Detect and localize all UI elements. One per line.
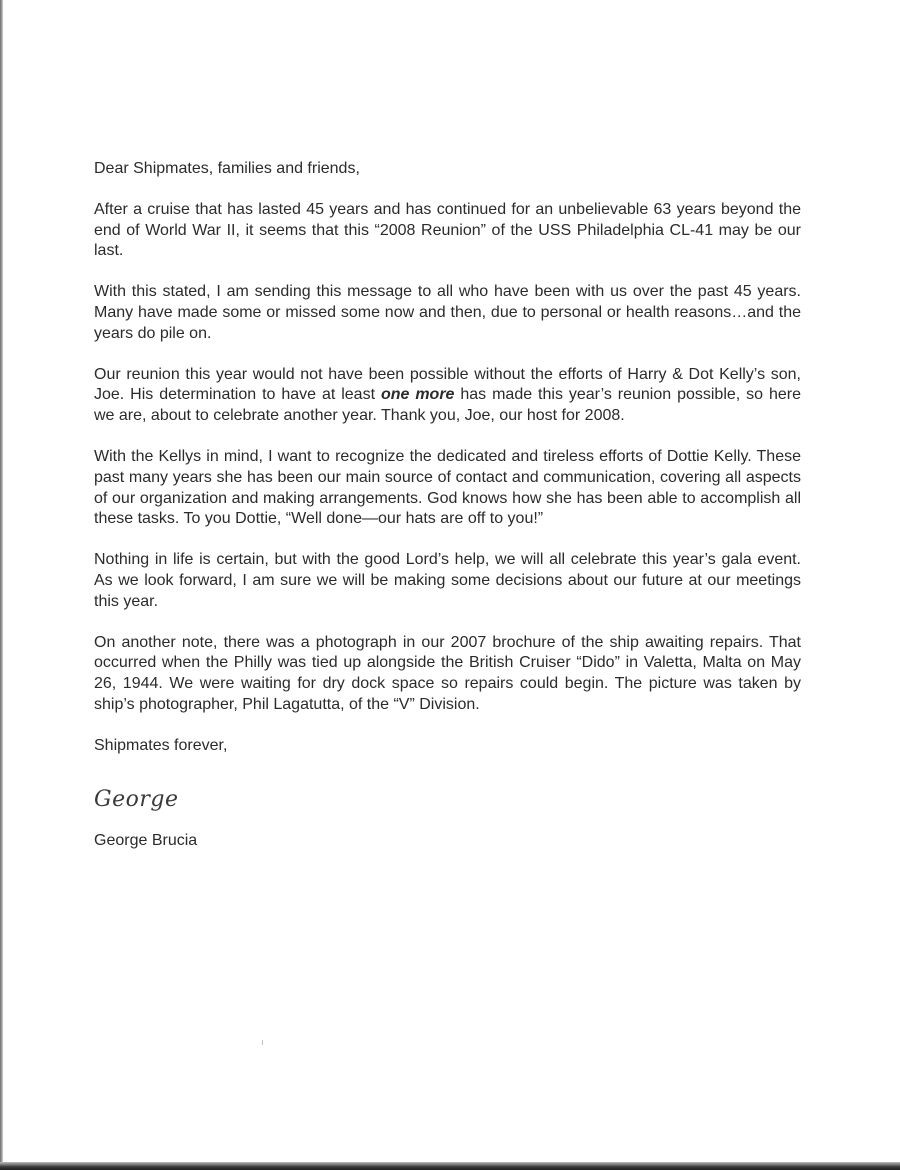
paragraph-thanks-joe-text-2: has made this year’s reunion possible, so here we are, about to celebrate another year. Thank you, Joe, our host for 2008. <box>94 386 801 425</box>
handwritten-signature: George <box>94 786 179 812</box>
paragraph-thanks-joe <box>94 365 801 427</box>
scan-edge-bottom <box>0 1162 900 1170</box>
paragraph-thanks-joe-text-1: Our reunion this year would not have been possible without the efforts of Harry & Dot Kelly’s son, Joe. His determination to have at least <box>94 365 801 404</box>
closing: Shipmates forever, <box>94 736 228 754</box>
scan-edge-left <box>0 0 3 1170</box>
salutation: Dear Shipmates, families and friends, <box>94 160 360 177</box>
letter-body <box>94 159 801 851</box>
scan-speck <box>262 1040 263 1045</box>
paragraph-message-to-all: With this stated, I am sending this message to all who have been with us over the past 45 years. Many have made some or missed some now and then, due to personal or health reasons…and the years do pile on. <box>94 283 801 342</box>
paragraph-gala-event: Nothing in life is certain, but with the good Lord’s help, we will all celebrate this year’s gala event. As we look forward, I am sure we will be making some decisions about our future at our meetings this year. <box>94 551 801 610</box>
paragraph-dottie-kelly: With the Kellys in mind, I want to recognize the dedicated and tireless efforts of Dottie Kelly. These past many years she has been our main source of contact and communication, covering all aspects of our organization and making arrangements. God knows how she has been able to accomplish all these tasks. To you Dottie, “Well done—our hats are off to you!” <box>94 447 801 528</box>
emphasis-one-more: one more <box>380 386 455 404</box>
paragraph-photograph-note: On another note, there was a photograph in our 2007 brochure of the ship awaiting repairs. That occurred when the Philly was tied up alongside the British Cruiser “Dido” in Valetta, Malta on May 26, 1944. We were waiting for dry dock space so repairs could begin. The picture was taken by ship’s photographer, Phil Lagatutta, of the “V” Division. <box>94 633 801 713</box>
signer-name: George Brucia <box>94 831 198 849</box>
paragraph-reunion-intro: After a cruise that has lasted 45 years and has continued for an unbelievable 63 years beyond the end of World War II, it seems that this “2008 Reunion” of the USS Philadelphia CL-41 may be our last. <box>94 200 801 260</box>
